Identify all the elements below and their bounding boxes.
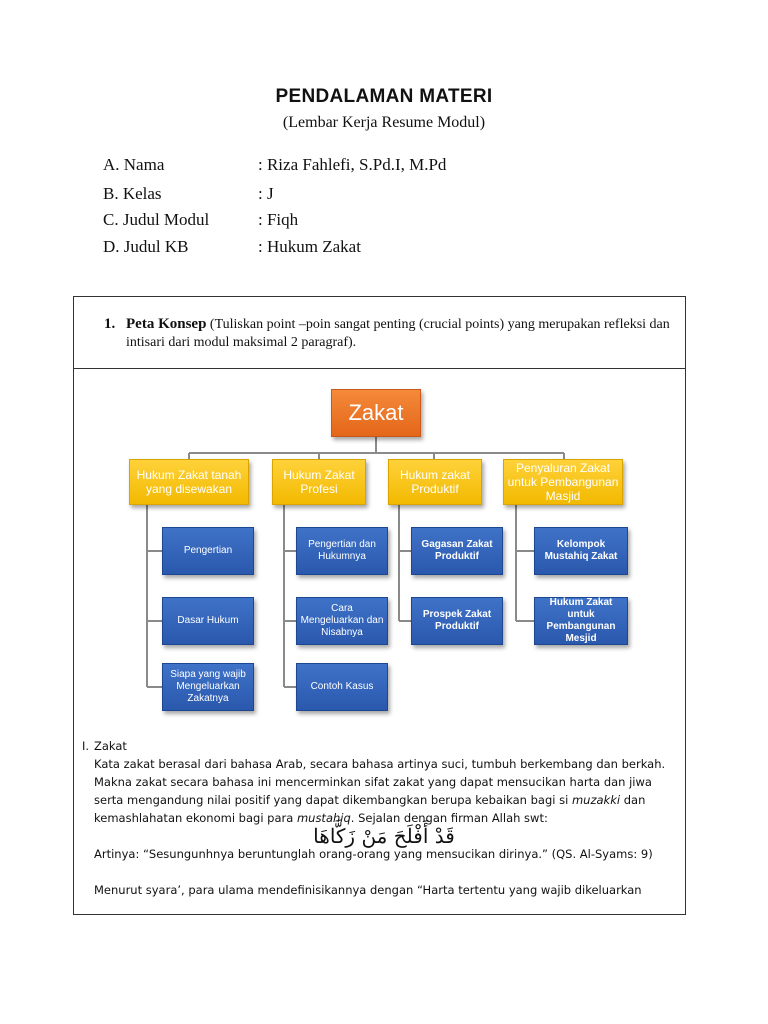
body-paragraph-1: Kata zakat berasal dari bahasa Arab, secara bahasa artinya suci, tumbuh berkembang dan berkah. Makna zakat secara bahasa ini mencerminkan sifat zakat yang dapat mensucikan harta dan jiwa serta mengandung nilai positif yang dapat dikembangkan berupa kebaikan bagi si muzakki dan kemashlahatan ekonomi bagi para mustahiq. Sejalan dengan firman Allah swt: — [94, 757, 666, 825]
info-value: : Fiqh — [258, 210, 299, 229]
verse-translation: Artinya: “Sesungunhnya beruntunglah orang-orang yang mensucikan dirinya.” (QS. Al-Syams: 9) — [94, 847, 653, 861]
leaf-gagasan-zakat-produktif: Gagasan Zakat Produktif — [411, 527, 503, 575]
info-row-judul-modul — [103, 210, 298, 230]
section-number: 1. — [104, 316, 116, 332]
info-row-judul-kb — [103, 237, 361, 257]
term-muzakki: muzakki — [571, 793, 621, 807]
category-hukum-zakat-profesi: Hukum Zakat Profesi — [272, 459, 366, 505]
info-row-nama — [103, 155, 446, 175]
info-label: D. Judul KB — [103, 237, 189, 256]
arabic-verse: قَدْ أَفْلَحَ مَنْ زَكَّاهَا — [313, 824, 455, 848]
section-description: (Tuliskan point –poin sangat penting (crucial points) yang merupakan refleksi dan intisari dari modul maksimal 2 paragraf). — [126, 317, 670, 350]
body-heading: Zakat — [94, 739, 127, 753]
info-label: A. Nama — [103, 155, 165, 174]
leaf-pengertian: Pengertian — [162, 527, 254, 575]
term-mustahiq: mustahiq — [296, 811, 351, 825]
info-value: : Hukum Zakat — [258, 237, 361, 256]
page-subtitle: (Lembar Kerja Resume Modul) — [282, 114, 486, 131]
resume-table — [73, 296, 686, 915]
info-value: : J — [258, 184, 274, 203]
leaf-pengertian-hukumnya: Pengertian dan Hukumnya — [296, 527, 388, 575]
roman-numeral: I. — [82, 739, 90, 753]
category-penyaluran-zakat-masjid: Penyaluran Zakat untuk Pembangunan Masjid — [503, 459, 623, 505]
info-value: : Riza Fahlefi, S.Pd.I, M.Pd — [258, 155, 447, 174]
body-paragraph-2: Menurut syara’, para ulama mendefinisikannya dengan “Harta tertentu yang wajib dikeluarkan — [94, 883, 642, 897]
node-zakat: Zakat — [331, 389, 421, 437]
category-hukum-zakat-produktif: Hukum zakat Produktif — [388, 459, 482, 505]
leaf-cara-mengeluarkan: Cara Mengeluarkan dan Nisabnya — [296, 597, 388, 645]
leaf-contoh-kasus: Contoh Kasus — [296, 663, 388, 711]
category-hukum-zakat-tanah: Hukum Zakat tanah yang disewakan — [129, 459, 249, 505]
section-heading — [104, 315, 679, 352]
page-title: PENDALAMAN MATERI — [275, 86, 493, 107]
leaf-kelompok-mustahiq: Kelompok Mustahiq Zakat — [534, 527, 628, 575]
leaf-hukum-zakat-mesjid: Hukum Zakat untuk Pembangunan Mesjid — [534, 597, 628, 645]
section-keyword: Peta Konsep — [126, 316, 207, 332]
leaf-dasar-hukum: Dasar Hukum — [162, 597, 254, 645]
leaf-siapa-wajib: Siapa yang wajib Mengeluarkan Zakatnya — [162, 663, 254, 711]
info-row-kelas — [103, 184, 274, 204]
info-label: B. Kelas — [103, 184, 162, 203]
leaf-prospek-zakat-produktif: Prospek Zakat Produktif — [411, 597, 503, 645]
concept-map — [74, 369, 685, 729]
info-label: C. Judul Modul — [103, 210, 210, 229]
resume-body — [82, 737, 674, 899]
